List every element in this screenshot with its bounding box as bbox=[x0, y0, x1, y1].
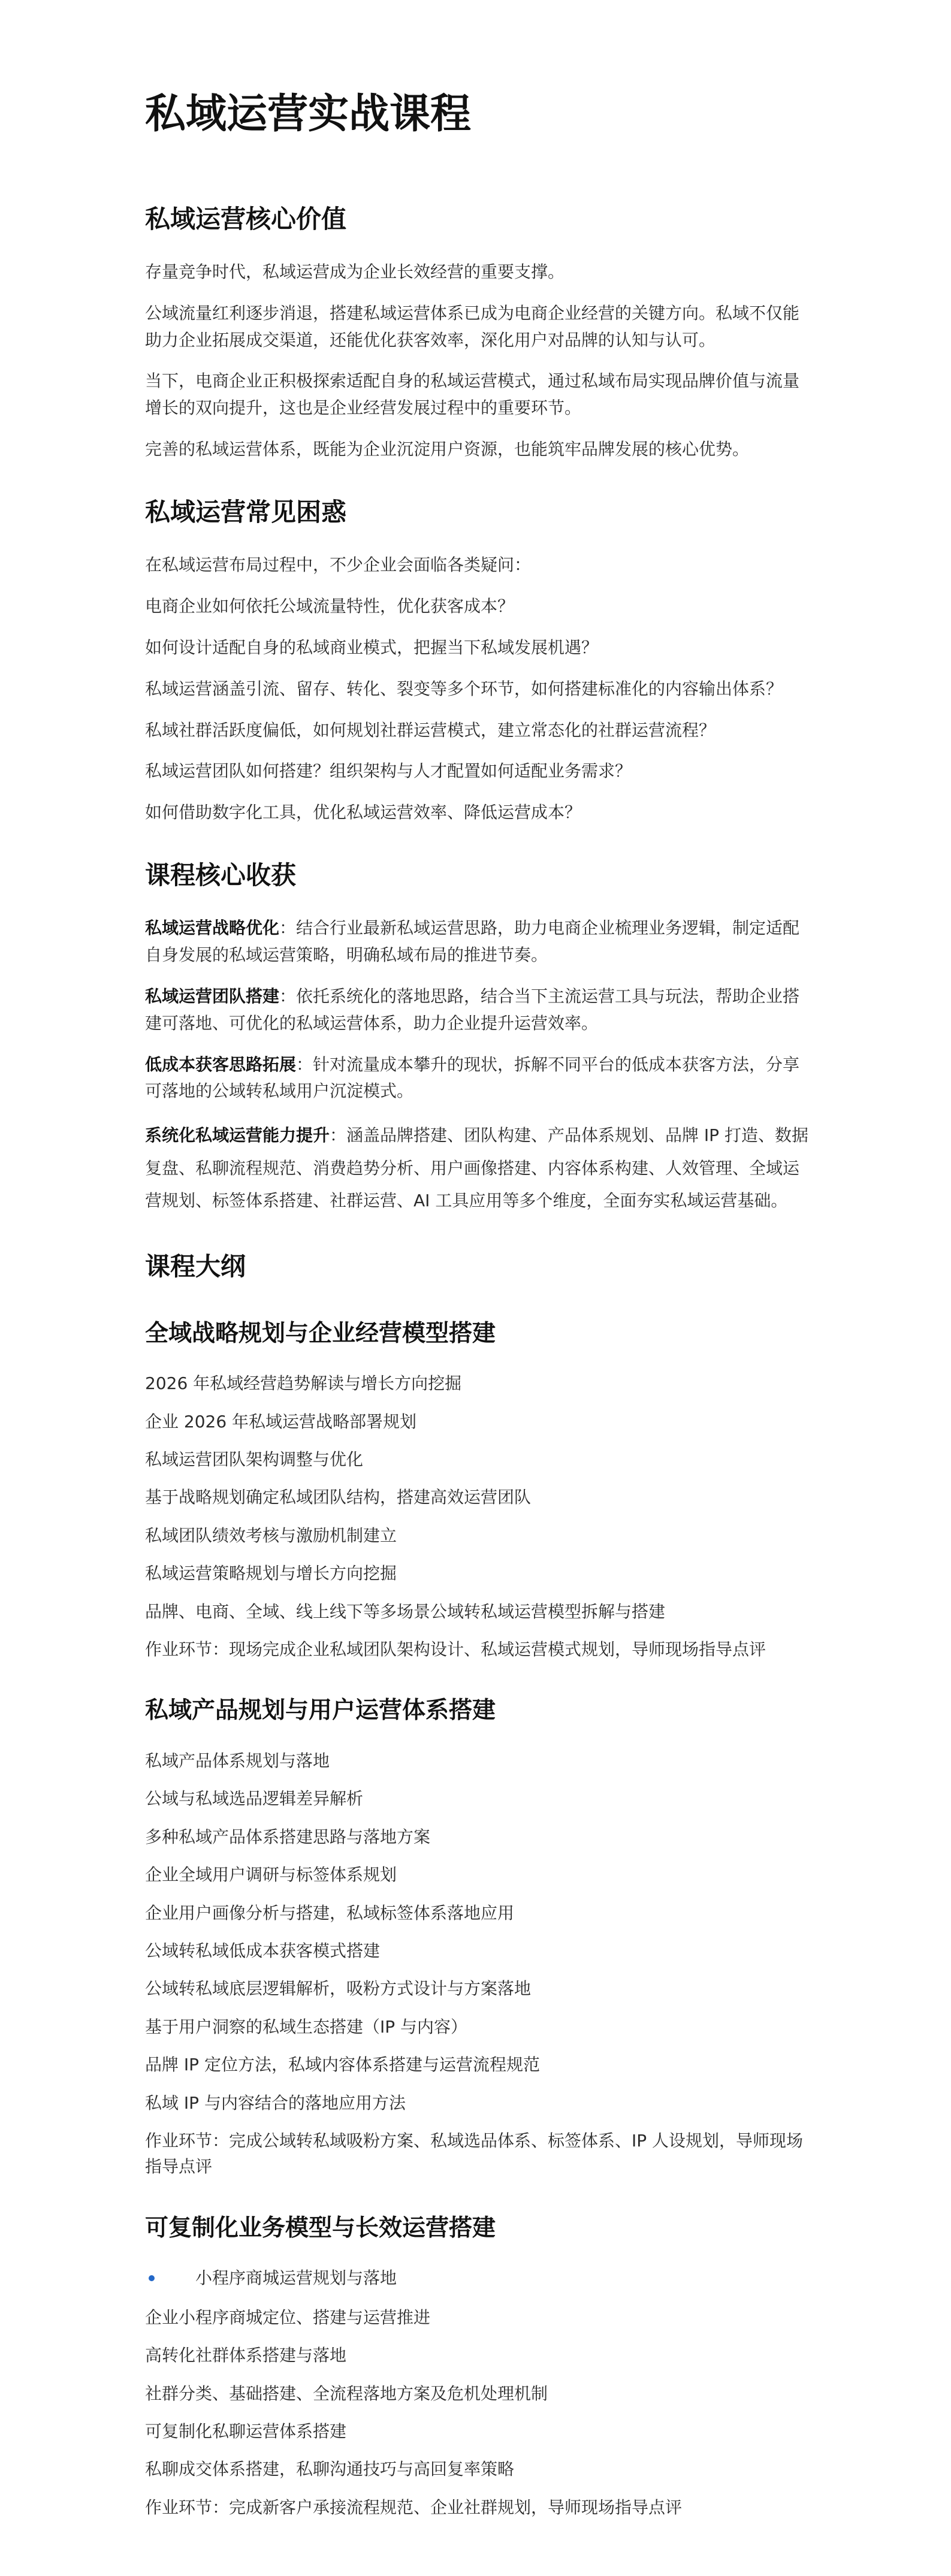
core-value-paragraph: 公域流量红利逐步消退，搭建私域运营体系已成为电商企业经营的关键方向。私域不仅能助力企业拓展成交渠道，还能优化获客效率，深化用户对品牌的认知与认可。 bbox=[145, 303, 800, 350]
gain-lead: 私域运营团队搭建 bbox=[145, 986, 280, 1007]
outline-section bbox=[145, 1251, 813, 2520]
module-heading: 可复制化业务模型与长效运营搭建 bbox=[145, 2214, 496, 2242]
outline-heading: 课程大纲 bbox=[145, 1252, 246, 1282]
module-item: 公域转私域低成本获客模式搭建 bbox=[145, 1940, 381, 1961]
gain-item bbox=[145, 1052, 813, 1106]
gain-lead: 低成本获客思路拓展 bbox=[145, 1054, 297, 1074]
module-item: 高转化社群体系搭建与落地 bbox=[145, 2345, 347, 2366]
bullet-item bbox=[145, 2265, 813, 2291]
module-item: 2026 年私域经营趋势解读与增长方向挖掘 bbox=[145, 1373, 462, 1394]
gain-lead: 系统化私域运营能力提升 bbox=[145, 1125, 330, 1146]
page-title: 私域运营实战课程 bbox=[145, 90, 472, 138]
confusions-section bbox=[145, 497, 813, 826]
module-item: 基于用户洞察的私域生态搭建（IP 与内容） bbox=[145, 2016, 468, 2037]
confusions-heading: 私域运营常见困惑 bbox=[145, 497, 347, 527]
module-item: 私域团队绩效考核与激励机制建立 bbox=[145, 1525, 397, 1545]
gains-heading: 课程核心收获 bbox=[145, 860, 297, 890]
gain-text: ：涵盖品牌搭建、团队构建、产品体系规划、品牌 IP 打造、数据复盘、私聊流程规范、消费趋势分析、用户画像搭建、内容体系构建、人效管理、全域运营规划、标签体系搭建、社群运营、AI 工具应用等多个维度，全面夯实私域运营基础。 bbox=[145, 1125, 808, 1211]
module-item: 可复制化私聊运营体系搭建 bbox=[145, 2421, 347, 2441]
outline-module bbox=[145, 2213, 813, 2520]
confusion-item: 在私域运营布局过程中，不少企业会面临各类疑问： bbox=[145, 555, 532, 575]
module-item: 公域转私域底层逻辑解析，吸粉方式设计与方案落地 bbox=[145, 1979, 532, 1999]
gain-item bbox=[145, 915, 813, 969]
module-item: 私域产品体系规划与落地 bbox=[145, 1751, 330, 1771]
confusion-item: 如何设计适配自身的私域商业模式，把握当下私域发展机遇？ bbox=[145, 637, 599, 657]
gains-section bbox=[145, 860, 813, 1218]
outline-module bbox=[145, 1319, 813, 1663]
core-value-paragraph: 存量竞争时代，私域运营成为企业长效经营的重要支撑。 bbox=[145, 262, 565, 282]
module-item: 作业环节：完成公域转私域吸粉方案、私域选品体系、标签体系、IP 人设规划，导师现场指导点评 bbox=[145, 2130, 804, 2177]
module-item: 作业环节：完成新客户承接流程规范、企业社群规划，导师现场指导点评 bbox=[145, 2497, 683, 2517]
gain-text: ：依托系统化的落地思路，结合当下主流运营工具与玩法，帮助企业搭建可落地、可优化的私域运营体系，助力企业提升运营效率。 bbox=[145, 986, 800, 1033]
confusion-item: 如何借助数字化工具，优化私域运营效率、降低运营成本？ bbox=[145, 802, 582, 823]
module-item: 私域运营团队架构调整与优化 bbox=[145, 1449, 364, 1469]
module-item: 品牌、电商、全域、线上线下等多场景公域转私域运营模型拆解与搭建 bbox=[145, 1601, 666, 1621]
confusion-item: 私域运营涵盖引流、留存、转化、裂变等多个环节，如何搭建标准化的内容输出体系？ bbox=[145, 678, 783, 699]
module-item: 企业小程序商城定位、搭建与运营推进 bbox=[145, 2307, 431, 2327]
core-value-paragraph: 完善的私域运营体系，既能为企业沉淀用户资源，也能筑牢品牌发展的核心优势。 bbox=[145, 439, 750, 460]
module-item: 企业用户画像分析与搭建，私域标签体系落地应用 bbox=[145, 1902, 515, 1923]
module-item: 私聊成交体系搭建，私聊沟通技巧与高回复率策略 bbox=[145, 2459, 515, 2480]
confusion-item: 私域社群活跃度偏低，如何规划社群运营模式，建立常态化的社群运营流程？ bbox=[145, 720, 716, 740]
gain-item bbox=[145, 1119, 813, 1218]
module-heading: 全域战略规划与企业经营模型搭建 bbox=[145, 1319, 496, 1347]
module-item: 私域 IP 与内容结合的落地应用方法 bbox=[145, 2092, 406, 2113]
core-value-heading: 私域运营核心价值 bbox=[145, 204, 347, 234]
module-item: 作业环节：现场完成企业私域团队架构设计、私域运营模式规划，导师现场指导点评 bbox=[145, 1639, 766, 1659]
module-item: 社群分类、基础搭建、全流程落地方案及危机处理机制 bbox=[145, 2383, 548, 2403]
module-item: 企业全域用户调研与标签体系规划 bbox=[145, 1865, 397, 1885]
module-item: 公域与私域选品逻辑差异解析 bbox=[145, 1789, 364, 1809]
module-item: 企业 2026 年私域运营战略部署规划 bbox=[145, 1411, 417, 1432]
confusion-item: 私域运营团队如何搭建？组织架构与人才配置如何适配业务需求？ bbox=[145, 761, 632, 781]
gain-item bbox=[145, 983, 813, 1037]
module-item: 基于战略规划确定私域团队结构，搭建高效运营团队 bbox=[145, 1487, 532, 1508]
outline-module bbox=[145, 1696, 813, 2179]
module-item: 品牌 IP 定位方法，私域内容体系搭建与运营流程规范 bbox=[145, 2055, 540, 2075]
confusion-item: 电商企业如何依托公域流量特性，优化获客成本？ bbox=[145, 596, 515, 617]
bullet-item-text: 小程序商城运营规划与落地 bbox=[195, 2268, 397, 2288]
module-heading: 私域产品规划与用户运营体系搭建 bbox=[145, 1697, 496, 1725]
gain-text: ：针对流量成本攀升的现状，拆解不同平台的低成本获客方法，分享可落地的公域转私域用户沉淀模式。 bbox=[145, 1054, 800, 1101]
module-item: 私域运营策略规划与增长方向挖掘 bbox=[145, 1563, 397, 1584]
gain-lead: 私域运营战略优化 bbox=[145, 918, 280, 938]
bullet-dot-icon bbox=[149, 2275, 155, 2281]
gain-text: ：结合行业最新私域运营思路，助力电商企业梳理业务逻辑，制定适配自身发展的私域运营策略，明确私域布局的推进节奏。 bbox=[145, 918, 800, 965]
module-item: 多种私域产品体系搭建思路与落地方案 bbox=[145, 1826, 431, 1847]
core-value-section bbox=[145, 204, 813, 463]
core-value-paragraph: 当下，电商企业正积极探索适配自身的私域运营模式，通过私域布局实现品牌价值与流量增长的双向提升，这也是企业经营发展过程中的重要环节。 bbox=[145, 371, 800, 418]
